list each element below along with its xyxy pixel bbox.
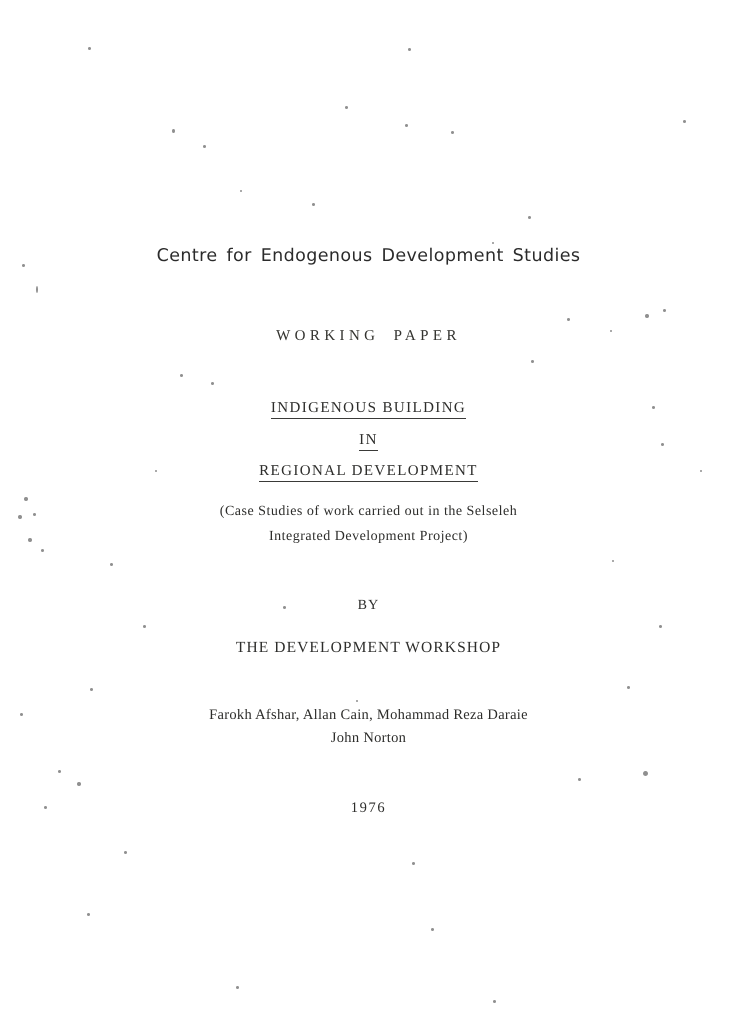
document-title-line-2 bbox=[0, 432, 737, 451]
authors-line-2: John Norton bbox=[330, 730, 407, 746]
authors-line-1: Farokh Afshar, Allan Cain, Mohammad Reza Daraie bbox=[209, 707, 528, 723]
publication-year: 1976 bbox=[350, 800, 387, 816]
document-title-line-1 bbox=[0, 400, 737, 419]
document-subtitle-line-2: Integrated Development Project) bbox=[269, 529, 468, 544]
institution-heading: Centre for Endogenous Development Studies bbox=[156, 246, 581, 266]
title-text-3: REGIONAL DEVELOPMENT bbox=[259, 463, 478, 482]
byline-label: BY bbox=[357, 598, 380, 613]
document-title-line-3 bbox=[0, 463, 737, 482]
title-text-2: IN bbox=[359, 432, 378, 451]
title-text-1: INDIGENOUS BUILDING bbox=[271, 400, 466, 419]
organisation-name: THE DEVELOPMENT WORKSHOP bbox=[235, 639, 502, 656]
document-subtitle-line-1: (Case Studies of work carried out in the Selseleh bbox=[219, 504, 518, 519]
series-label: WORKING PAPER bbox=[276, 328, 461, 344]
